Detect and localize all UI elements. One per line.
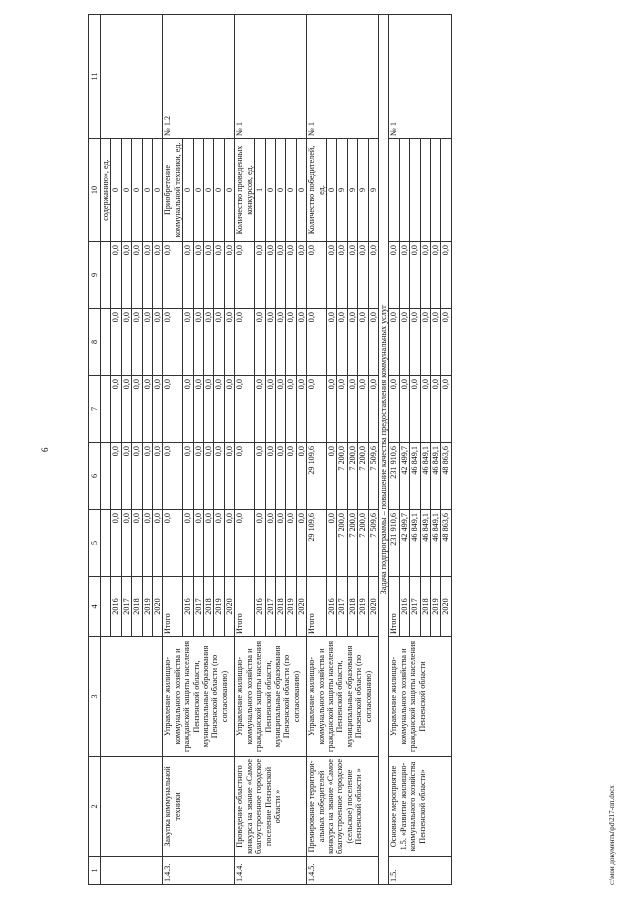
- indicator-value: 0: [204, 139, 214, 242]
- year-cell: 2019: [431, 577, 441, 637]
- value-cell: 0,0: [265, 510, 275, 577]
- value-cell: 0,0: [193, 376, 203, 443]
- program-table: [88, 14, 452, 885]
- value-cell: 0,0: [410, 376, 420, 443]
- indicator-value: 0: [286, 139, 296, 242]
- value-cell: 0,0: [358, 376, 368, 443]
- value-cell: 0,0: [121, 443, 131, 510]
- value-cell: 46 849,1: [410, 443, 420, 510]
- year-cell: 2018: [275, 577, 285, 637]
- year-cell: 2017: [337, 577, 347, 637]
- cell-num: [101, 857, 163, 885]
- indicator-name: Количество победителей, ед.: [307, 139, 327, 242]
- value-cell: 0,0: [255, 242, 265, 309]
- empty-cell: [101, 510, 111, 577]
- total-value: 231 910,6: [389, 443, 399, 510]
- total-label: Итого: [389, 577, 399, 637]
- total-value: 0,0: [389, 309, 399, 376]
- value-cell: 0,0: [214, 443, 224, 510]
- value-cell: 0,0: [296, 242, 306, 309]
- indicator-value: [431, 139, 441, 242]
- item-number: 1.4.5.: [307, 857, 379, 885]
- table-row: [101, 15, 111, 885]
- column-header: 3: [89, 637, 101, 757]
- value-cell: 0,0: [368, 309, 378, 376]
- value-cell: 0,0: [224, 376, 234, 443]
- total-value: 0,0: [389, 242, 399, 309]
- year-cell: 2020: [153, 577, 163, 637]
- column-header: 6: [89, 443, 101, 510]
- indicator-value: 0: [275, 139, 285, 242]
- value-cell: 0,0: [132, 242, 142, 309]
- value-cell: 0,0: [399, 309, 409, 376]
- item-number: 1.5.: [389, 857, 451, 885]
- total-label: Итого: [163, 577, 183, 637]
- total-value: 29 109,6: [307, 443, 327, 510]
- value-cell: 0,0: [204, 242, 214, 309]
- indicator-name: [389, 139, 399, 242]
- year-cell: 2017: [410, 577, 420, 637]
- value-cell: 0,0: [255, 510, 265, 577]
- value-cell: 0,0: [296, 443, 306, 510]
- column-header: 8: [89, 309, 101, 376]
- year-cell: 2016: [326, 577, 336, 637]
- value-cell: 0,0: [420, 376, 430, 443]
- value-cell: 7 509,6: [368, 510, 378, 577]
- year-cell: 2020: [224, 577, 234, 637]
- value-cell: 0,0: [286, 510, 296, 577]
- value-cell: 0,0: [204, 443, 214, 510]
- cell-executor: [101, 637, 163, 757]
- value-cell: 0,0: [183, 309, 193, 376]
- value-cell: 46 849,1: [420, 443, 430, 510]
- value-cell: 0,0: [399, 242, 409, 309]
- indicator-value: 0: [142, 139, 152, 242]
- value-cell: 0,0: [183, 443, 193, 510]
- item-number: 1.4.3.: [163, 857, 235, 885]
- empty-cell: [101, 376, 111, 443]
- total-label: Итого: [307, 577, 327, 637]
- value-cell: 48 863,6: [441, 510, 451, 577]
- value-cell: 0,0: [142, 309, 152, 376]
- value-cell: 46 849,1: [410, 510, 420, 577]
- table-row: [389, 15, 399, 885]
- value-cell: 7 509,6: [368, 443, 378, 510]
- link-cell: № 1: [307, 15, 379, 139]
- value-cell: 0,0: [275, 309, 285, 376]
- value-cell: 0,0: [265, 443, 275, 510]
- value-cell: 0,0: [204, 309, 214, 376]
- indicator-value: [410, 139, 420, 242]
- value-cell: 0,0: [347, 376, 357, 443]
- indicator-name: Приобретение коммунальной техники, ед.: [163, 139, 183, 242]
- value-cell: 0,0: [326, 376, 336, 443]
- value-cell: 7 200,0: [358, 510, 368, 577]
- table-body: [89, 15, 452, 885]
- value-cell: 0,0: [296, 309, 306, 376]
- total-value: 0,0: [235, 309, 255, 376]
- value-cell: 0,0: [326, 510, 336, 577]
- column-header: 9: [89, 242, 101, 309]
- value-cell: 0,0: [153, 376, 163, 443]
- value-cell: 42 499,7: [399, 443, 409, 510]
- column-header: 2: [89, 757, 101, 857]
- table-row: [378, 15, 388, 885]
- indicator-value: 9: [358, 139, 368, 242]
- value-cell: 0,0: [121, 309, 131, 376]
- total-value: 0,0: [163, 309, 183, 376]
- indicator-name: Количество проведенных конкурсов, ед.: [235, 139, 255, 242]
- indicator-value: [441, 139, 451, 242]
- value-cell: 0,0: [214, 510, 224, 577]
- value-cell: 0,0: [296, 376, 306, 443]
- value-cell: 0,0: [431, 309, 441, 376]
- value-cell: 0,0: [111, 443, 121, 510]
- value-cell: 0,0: [265, 376, 275, 443]
- year-cell: 2018: [420, 577, 430, 637]
- value-cell: 0,0: [441, 309, 451, 376]
- item-name: Премирование территори-альных победителей конкурса на звание «Самое благоустроенное городское (сельское) поселение Пензенской области »: [307, 757, 379, 857]
- rotated-page: [88, 15, 616, 885]
- year-cell: 2020: [368, 577, 378, 637]
- value-cell: 0,0: [142, 443, 152, 510]
- value-cell: 0,0: [337, 376, 347, 443]
- total-value: 0,0: [307, 242, 327, 309]
- indicator-value: 0: [214, 139, 224, 242]
- value-cell: 0,0: [214, 242, 224, 309]
- year-cell: 2020: [296, 577, 306, 637]
- column-header: 7: [89, 376, 101, 443]
- value-cell: 0,0: [214, 309, 224, 376]
- value-cell: 0,0: [255, 376, 265, 443]
- value-cell: 0,0: [224, 510, 234, 577]
- year-cell: 2019: [286, 577, 296, 637]
- indicator-value: 0: [183, 139, 193, 242]
- link-cell: [101, 15, 163, 139]
- value-cell: 0,0: [142, 510, 152, 577]
- value-cell: 0,0: [132, 510, 142, 577]
- indicator-cell: содержанию», ед.: [101, 139, 111, 242]
- item-number: 1.4.4.: [235, 857, 307, 885]
- table-row: [89, 15, 101, 885]
- value-cell: 0,0: [286, 443, 296, 510]
- indicator-value: [399, 139, 409, 242]
- year-cell: 2016: [255, 577, 265, 637]
- item-name: Проведение областного конкурса на звание «Самое благоустроенное городское поселение Пензенской области »: [235, 757, 307, 857]
- year-cell: 2019: [214, 577, 224, 637]
- value-cell: 0,0: [410, 309, 420, 376]
- value-cell: 7 200,0: [347, 510, 357, 577]
- value-cell: 0,0: [275, 376, 285, 443]
- total-label: Итого: [235, 577, 255, 637]
- value-cell: 0,0: [193, 242, 203, 309]
- column-header: 1: [89, 857, 101, 885]
- item-executor: Управление жилищно-коммунального хозяйства и гражданской защиты населения Пензенской области, муниципальные образования Пензенской области (по согласованию): [307, 637, 379, 757]
- indicator-value: [420, 139, 430, 242]
- value-cell: 0,0: [431, 376, 441, 443]
- value-cell: 0,0: [265, 242, 275, 309]
- value-cell: 0,0: [431, 242, 441, 309]
- value-cell: 0,0: [132, 376, 142, 443]
- column-header: 10: [89, 139, 101, 242]
- value-cell: 0,0: [153, 510, 163, 577]
- value-cell: 7 200,0: [347, 443, 357, 510]
- value-cell: 46 849,1: [420, 510, 430, 577]
- value-cell: 42 499,7: [399, 510, 409, 577]
- value-cell: 0,0: [347, 309, 357, 376]
- value-cell: 0,0: [420, 242, 430, 309]
- indicator-value: 9: [337, 139, 347, 242]
- value-cell: 0,0: [326, 309, 336, 376]
- cell-name: [101, 757, 163, 857]
- value-cell: 0,0: [121, 242, 131, 309]
- year-cell: 2018: [132, 577, 142, 637]
- year-cell: 2016: [111, 577, 121, 637]
- indicator-value: 9: [368, 139, 378, 242]
- year-cell: 2016: [399, 577, 409, 637]
- value-cell: 0,0: [326, 242, 336, 309]
- value-cell: 0,0: [347, 242, 357, 309]
- footer-path: c:\мои документы\pd\217-пп.docx: [608, 785, 616, 885]
- indicator-value: 0: [193, 139, 203, 242]
- value-cell: 46 849,1: [431, 510, 441, 577]
- table-row: [235, 15, 255, 885]
- total-value: 0,0: [235, 510, 255, 577]
- total-value: 0,0: [163, 510, 183, 577]
- empty-cell: [101, 443, 111, 510]
- column-header: 4: [89, 577, 101, 637]
- item-name: Закупка коммунальной техники: [163, 757, 235, 857]
- value-cell: 0,0: [183, 376, 193, 443]
- value-cell: 0,0: [132, 309, 142, 376]
- year-cell: 2017: [265, 577, 275, 637]
- value-cell: 0,0: [224, 242, 234, 309]
- value-cell: 0,0: [275, 510, 285, 577]
- value-cell: 0,0: [275, 443, 285, 510]
- value-cell: 0,0: [204, 376, 214, 443]
- value-cell: 0,0: [296, 510, 306, 577]
- value-cell: 0,0: [286, 376, 296, 443]
- total-value: 0,0: [163, 443, 183, 510]
- value-cell: 0,0: [255, 443, 265, 510]
- value-cell: 0,0: [358, 309, 368, 376]
- value-cell: 0,0: [410, 242, 420, 309]
- value-cell: 0,0: [358, 242, 368, 309]
- indicator-value: 0: [132, 139, 142, 242]
- year-cell: 2018: [347, 577, 357, 637]
- value-cell: 0,0: [326, 443, 336, 510]
- value-cell: 0,0: [111, 376, 121, 443]
- value-cell: 0,0: [441, 376, 451, 443]
- indicator-value: 1: [255, 139, 265, 242]
- value-cell: 0,0: [214, 376, 224, 443]
- link-cell: № 1: [389, 15, 451, 139]
- total-value: 0,0: [307, 376, 327, 443]
- value-cell: 46 849,1: [431, 443, 441, 510]
- value-cell: 0,0: [399, 376, 409, 443]
- value-cell: 0,0: [286, 309, 296, 376]
- value-cell: 0,0: [193, 510, 203, 577]
- value-cell: 0,0: [255, 309, 265, 376]
- year-cell: 2017: [121, 577, 131, 637]
- indicator-value: 0: [111, 139, 121, 242]
- value-cell: 0,0: [132, 443, 142, 510]
- total-value: 0,0: [163, 376, 183, 443]
- table-row: [163, 15, 183, 885]
- value-cell: 0,0: [420, 309, 430, 376]
- year-cell: 2018: [204, 577, 214, 637]
- total-value: 231 910,6: [389, 510, 399, 577]
- indicator-value: 0: [121, 139, 131, 242]
- value-cell: 0,0: [193, 443, 203, 510]
- total-value: 0,0: [307, 309, 327, 376]
- indicator-value: 0: [224, 139, 234, 242]
- empty-cell: [101, 309, 111, 376]
- value-cell: 0,0: [337, 242, 347, 309]
- value-cell: 0,0: [111, 309, 121, 376]
- page-number: 6: [40, 447, 50, 452]
- column-header: 5: [89, 510, 101, 577]
- value-cell: 0,0: [265, 309, 275, 376]
- year-cell: 2016: [183, 577, 193, 637]
- value-cell: 0,0: [286, 242, 296, 309]
- indicator-value: 0: [296, 139, 306, 242]
- value-cell: 0,0: [368, 376, 378, 443]
- value-cell: 7 200,0: [358, 443, 368, 510]
- indicator-value: 0: [153, 139, 163, 242]
- item-name: Основное мероприятие 1.5. «Развитие жилищно-коммунального хозяйства Пензенской области»: [389, 757, 451, 857]
- indicator-value: 0: [326, 139, 336, 242]
- item-executor: Управление жилищно-коммунального хозяйства и гражданской защиты населения Пензенской области, муниципальные образования Пензенской области (по согласованию): [163, 637, 235, 757]
- item-executor: Управление жилищно-коммунального хозяйства и гражданской защиты населения Пензенской области: [389, 637, 451, 757]
- value-cell: 0,0: [153, 242, 163, 309]
- value-cell: 0,0: [275, 242, 285, 309]
- value-cell: 0,0: [183, 510, 193, 577]
- total-value: 0,0: [235, 242, 255, 309]
- item-executor: Управление жилищно-коммунального хозяйства и гражданской защиты населения Пензенской области, муниципальные образования Пензенской области (по согласованию): [235, 637, 307, 757]
- value-cell: 48 863,6: [441, 443, 451, 510]
- value-cell: 0,0: [153, 443, 163, 510]
- total-value: 0,0: [235, 376, 255, 443]
- task-row: Задача подпрограммы – повышение качества предоставления коммунальных услуг: [378, 15, 388, 885]
- value-cell: 0,0: [121, 510, 131, 577]
- value-cell: 0,0: [142, 376, 152, 443]
- value-cell: 0,0: [193, 309, 203, 376]
- year-cell: 2019: [142, 577, 152, 637]
- value-cell: 0,0: [111, 510, 121, 577]
- value-cell: 7 200,0: [337, 510, 347, 577]
- column-header: 11: [89, 15, 101, 139]
- total-value: 0,0: [235, 443, 255, 510]
- total-value: 29 109,6: [307, 510, 327, 577]
- total-value: 0,0: [389, 376, 399, 443]
- total-value: 0,0: [163, 242, 183, 309]
- value-cell: 0,0: [224, 443, 234, 510]
- year-cell: 2019: [358, 577, 368, 637]
- value-cell: 7 200,0: [337, 443, 347, 510]
- empty-cell: [101, 242, 111, 309]
- value-cell: 0,0: [183, 242, 193, 309]
- value-cell: 0,0: [142, 242, 152, 309]
- value-cell: 0,0: [224, 309, 234, 376]
- indicator-value: 9: [347, 139, 357, 242]
- value-cell: 0,0: [337, 309, 347, 376]
- value-cell: 0,0: [121, 376, 131, 443]
- link-cell: № 1.2: [163, 15, 235, 139]
- link-cell: № 1: [235, 15, 307, 139]
- year-cell: 2020: [441, 577, 451, 637]
- value-cell: 0,0: [204, 510, 214, 577]
- value-cell: 0,0: [111, 242, 121, 309]
- value-cell: 0,0: [153, 309, 163, 376]
- value-cell: 0,0: [441, 242, 451, 309]
- indicator-value: 0: [265, 139, 275, 242]
- empty-cell: [101, 577, 111, 637]
- table-row: [307, 15, 327, 885]
- value-cell: 0,0: [368, 242, 378, 309]
- year-cell: 2017: [193, 577, 203, 637]
